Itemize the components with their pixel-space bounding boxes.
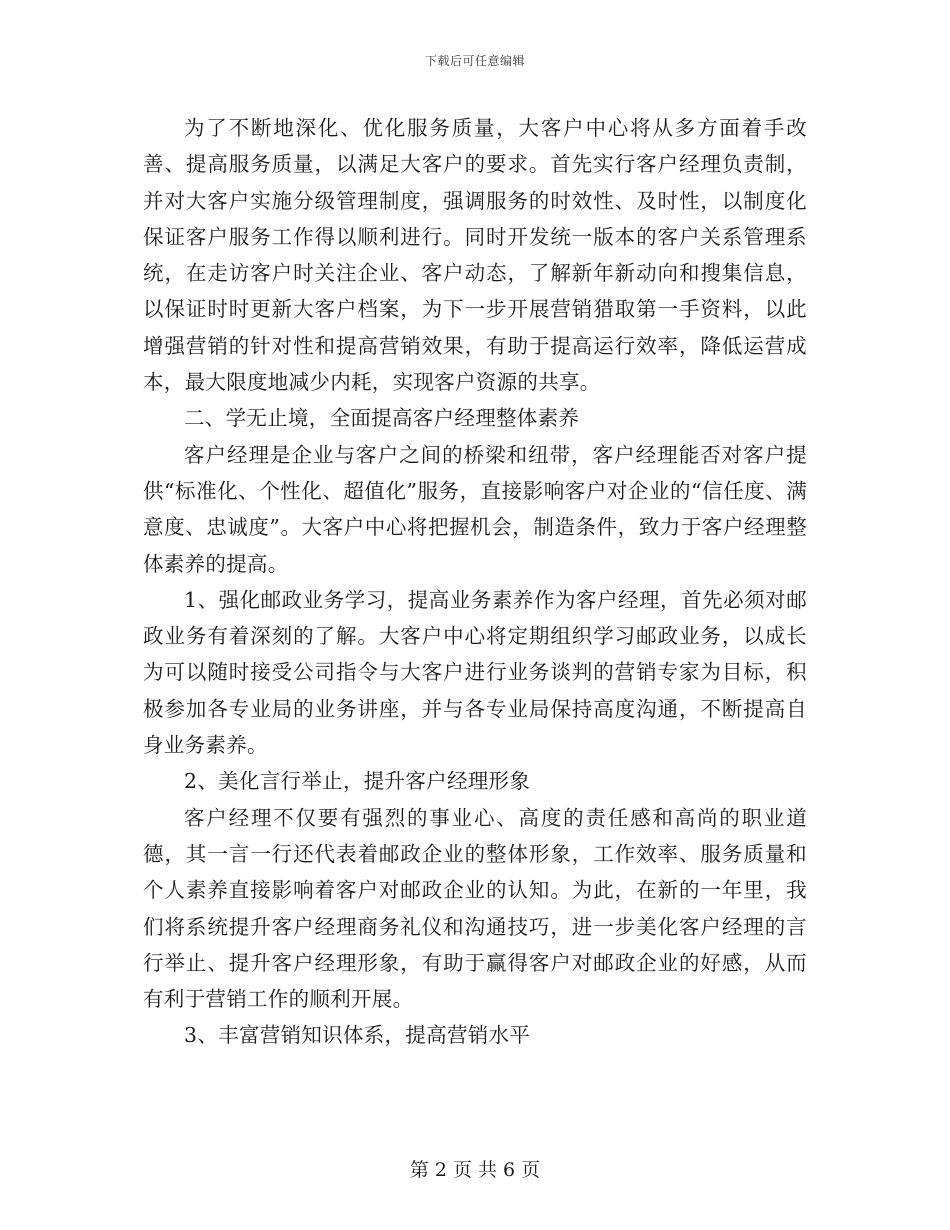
body-paragraph: 客户经理不仅要有强烈的事业心、高度的责任感和高尚的职业道德，其一言一行还代表着邮政企业的整体形象，工作效率、服务质量和个人素养直接影响着客户对邮政企业的认知。为此，在新的一年里，我们将系统提升客户经理商务礼仪和沟通技巧，进一步美化客户经理的言行举止、提升客户经理形象，有助于赢得客户对邮政企业的好感，从而有利于营销工作的顺利开展。 (143, 805, 807, 1012)
body-paragraph: 1、强化邮政业务学习，提高业务素养作为客户经理，首先必须对邮政业务有着深刻的了解。大客户中心将定期组织学习邮政业务，以成长为可以随时接受公司指令与大客户进行业务谈判的营销专家为目标，积极参加各专业局的业务讲座，并与各专业局保持高度沟通，不断提高自身业务素养。 (143, 587, 807, 758)
subsection-heading: 2、美化言行举止，提升客户经理形象 (184, 769, 531, 794)
body-paragraph: 客户经理是企业与客户之间的桥梁和纽带，客户经理能否对客户提供“标准化、个性化、超值化”服务，直接影响客户对企业的“信任度、满意度、忠诚度”。大客户中心将把握机会，制造条件，致力于客户经理整体素养的提高。 (143, 442, 807, 576)
document-body (143, 110, 807, 1054)
page-number-footer: 第 2 页 共 6 页 (409, 1159, 541, 1181)
subsection-heading: 3、丰富营销知识体系，提高营销水平 (184, 1023, 531, 1048)
page-header: 下载后可任意编辑 (424, 54, 525, 68)
section-heading: 二、学无止境，全面提高客户经理整体素养 (184, 406, 580, 431)
body-paragraph: 为了不断地深化、优化服务质量，大客户中心将从多方面着手改善、提高服务质量，以满足大客户的要求。首先实行客户经理负责制，并对大客户实施分级管理制度，强调服务的时效性、及时性，以制度化保证客户服务工作得以顺利进行。同时开发统一版本的客户关系管理系统，在走访客户时关注企业、客户动态，了解新年新动向和搜集信息，以保证时时更新大客户档案，为下一步开展营销猎取第一手资料，以此增强营销的针对性和提高营销效果，有助于提高运行效率，降低运营成本，最大限度地减少内耗，实现客户资源的共享。 (143, 116, 807, 395)
